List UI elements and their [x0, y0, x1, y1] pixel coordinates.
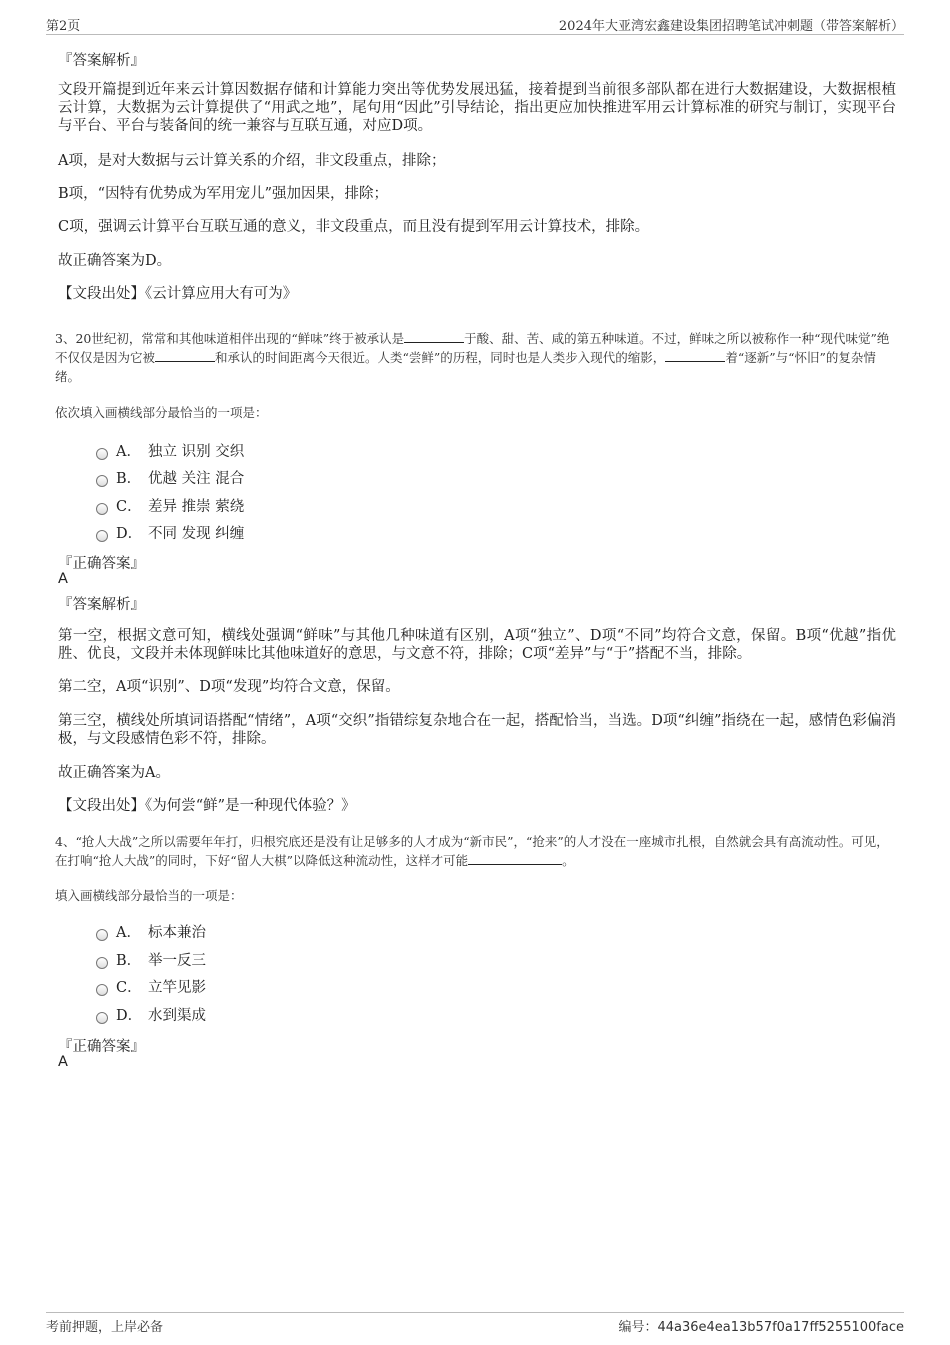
fill-blank: [468, 852, 562, 865]
analysis-paragraph: B项，“因特有优势成为军用宠儿”强加因果，排除；: [58, 186, 388, 202]
option-b[interactable]: B． 优越 关注 混合: [96, 467, 244, 487]
document-id: 编号：44a36e4ea13b57f0a17ff5255100face: [618, 1320, 904, 1335]
correct-answer-label: 『正确答案』: [58, 556, 145, 572]
option-b[interactable]: B． 举一反三: [96, 949, 206, 969]
fill-blank: [404, 330, 464, 343]
analysis-paragraph: 第三空，横线处所填词语搭配“情绪”，A项“交织”指错综复杂地合在一起，搭配恰当，当选。D项“纠缠”指绕在一起，感情色彩偏消极，与文段感情色彩不符，排除。: [58, 713, 896, 747]
passage-source: 【文段出处】《云计算应用大有可为》: [58, 286, 298, 302]
question-instruction: 依次填入画横线部分最恰当的一项是：: [55, 405, 268, 420]
question-instruction: 填入画横线部分最恰当的一项是：: [55, 888, 243, 903]
analysis-conclusion: 故正确答案为A。: [58, 765, 170, 781]
radio-button[interactable]: [96, 1012, 108, 1024]
option-a[interactable]: A． 独立 识别 交织: [96, 440, 244, 460]
analysis-paragraph: 第一空，根据文意可知，横线处强调“鲜味”与其他几种味道有区别，A项“独立”、D项“不同”均符合文意，保留。B项“优越”指优胜、优良，文段并未体现鲜味比其他味道好的意思，与文意不符，排除；C项“差异”与“于”搭配不当，排除。: [58, 628, 896, 662]
radio-button[interactable]: [96, 530, 108, 542]
page-header: [46, 14, 904, 35]
passage-source: 【文段出处】《为何尝“鲜”是一种现代体验？》: [58, 798, 356, 814]
footer-slogan: 考前押题，上岸必备: [46, 1320, 164, 1335]
analysis-paragraph: C项，强调云计算平台互联互通的意义，非文段重点，而且没有提到军用云计算技术，排除。: [58, 219, 650, 235]
option-d[interactable]: D． 不同 发现 纠缠: [96, 522, 244, 542]
correct-answer: A: [58, 1054, 68, 1070]
option-c[interactable]: C． 立竿见影: [96, 976, 206, 996]
page-footer: [46, 1312, 904, 1335]
radio-button[interactable]: [96, 984, 108, 996]
radio-button[interactable]: [96, 448, 108, 460]
question-3-text: 3、20世纪初，常常和其他味道相伴出现的“鲜味”终于被承认是 于酸、甜、苦、咸的第五种味道。不过，鲜味之所以被称作一种“现代味觉”绝不仅仅是因为它被 和承认的时间距离今天很近。人类“尝鲜”的历程，同时也是人类步入现代的缩影， 着“逐新”与“怀旧”的复杂情绪。: [55, 331, 890, 384]
correct-answer: A: [58, 571, 68, 587]
radio-button[interactable]: [96, 503, 108, 515]
analysis-label: 『答案解析』: [58, 597, 145, 613]
analysis-paragraph: 第二空，A项“识别”、D项“发现”均符合文意，保留。: [58, 679, 400, 695]
correct-answer-label: 『正确答案』: [58, 1039, 145, 1055]
analysis-paragraph: A项，是对大数据与云计算关系的介绍，非文段重点，排除；: [58, 153, 446, 169]
fill-blank: [155, 349, 215, 362]
analysis-conclusion: 故正确答案为D。: [58, 253, 172, 269]
fill-blank: [665, 349, 725, 362]
page-number: 第2页: [46, 19, 81, 34]
analysis-label: 『答案解析』: [58, 53, 145, 69]
question-4-text: 4、“抢人大战”之所以需要年年打，归根究底还是没有让足够多的人才成为“新市民”，“抢来”的人才没在一座城市扎根，自然就会具有高流动性。可见，在打响“抢人大战”的同时，下好“留人大棋”以降低这种流动性，这样才可能 。: [55, 834, 889, 868]
radio-button[interactable]: [96, 957, 108, 969]
option-c[interactable]: C． 差异 推崇 萦绕: [96, 495, 244, 515]
option-d[interactable]: D． 水到渠成: [96, 1004, 206, 1024]
analysis-paragraph: 文段开篇提到近年来云计算因数据存储和计算能力突出等优势发展迅猛，接着提到当前很多部队都在进行大数据建设，大数据根植云计算，大数据为云计算提供了“用武之地”，尾句用“因此”引导结论，指出更应加快推进军用云计算标准的研究与制订，实现平台与平台、平台与装备间的统一兼容与互联互通，对应D项。: [58, 82, 896, 134]
radio-button[interactable]: [96, 929, 108, 941]
document-title: 2024年大亚湾宏鑫建设集团招聘笔试冲刺题（带答案解析）: [558, 19, 904, 34]
option-a[interactable]: A． 标本兼治: [96, 921, 206, 941]
radio-button[interactable]: [96, 475, 108, 487]
